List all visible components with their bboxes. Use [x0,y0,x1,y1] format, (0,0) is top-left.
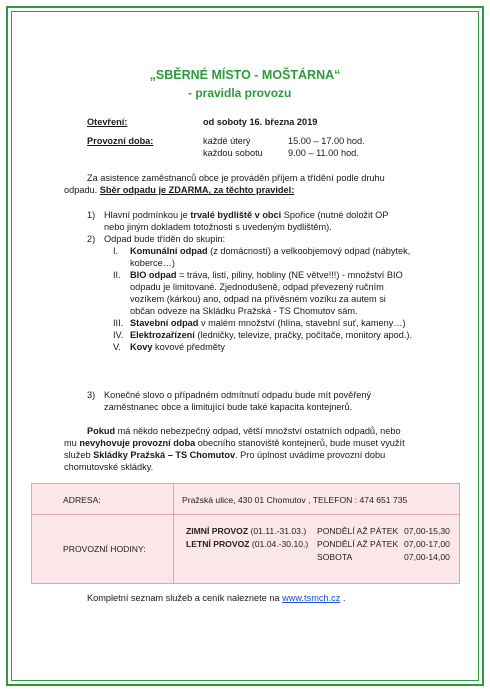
intro-free-notice: Sběr odpadu je ZDARMA, za těchto pravidel: [99,185,295,195]
summer-hours: LETNÍ PROVOZ (01.04.-30.10.) [186,539,309,549]
schedule-time-1: 07,00-15,30 [404,526,450,536]
group-3-text: Stavební odpad v malém množství (hlína, stavební suť, kameny…) [130,318,406,328]
group-4-number: IV. [113,330,124,340]
schedule-time-3: 07,00-14,00 [404,552,450,562]
rule-1-number: 1) [87,210,96,220]
hours-day-1: každé úterý [203,136,251,146]
rule-3-line-1: Konečné slovo o případném odmítnutí odpadu bude mít pověřený [104,390,372,400]
rule-3-line-2: zaměstnanec obce a limitující bude také kapacita kontejnerů. [104,402,353,412]
info-box-column-divider [173,484,174,583]
pokud-line-3: služeb Skládky Pražská – TS Chomutov. Pro úplnost uvádíme provozní dobu [64,450,386,460]
group-1-number: I. [113,246,119,256]
group-2-cont-3: občan odveze na Skládku Pražská - TS Chomutov sám. [130,306,358,316]
opening-label: Otevření: [87,117,128,127]
group-5-number: V. [113,342,121,352]
intro-line-2: odpadu. Sběr odpadu je ZDARMA, za těchto pravidel: [64,185,295,195]
page-subtitle: - pravidla provozu [188,86,292,100]
rule-2-text: Odpad bude tříděn do skupin: [104,234,226,244]
hours-time-2: 9.00 – 11.00 hod. [288,148,359,158]
schedule-time-2: 07,00-17,00 [404,539,450,549]
schedule-days-1: PONDĚLÍ AŽ PÁTEK [317,526,399,536]
pokud-line-1: Pokud má někdo nebezpečný odpad, větší množství ostatních odpadů, nebo [87,426,401,436]
rule-2-number: 2) [87,234,96,244]
website-link[interactable]: www.tsmch.cz [282,593,341,603]
rule-3-number: 3) [87,390,96,400]
pokud-line-2: mu nevyhovuje provozní doba obecního stanoviště kontejnerů, bude muset využít [64,438,405,448]
group-1-cont: koberce…) [130,258,175,268]
group-3-number: III. [113,318,124,328]
group-2-text: BIO odpad = tráva, listí, piliny, hobliny (NE větve!!!) - množství BIO [130,270,403,280]
intro-line-1: Za asistence zaměstnanců obce je prováděn příjem a třídění podle druhu [87,173,385,183]
address-label: ADRESA: [63,495,101,505]
hours-day-2: každou sobotu [203,148,263,158]
winter-hours: ZIMNÍ PROVOZ (01.11.-31.03.) [186,526,307,536]
schedule-days-3: SOBOTA [317,552,353,562]
group-1-text: Komunální odpad (z domácností) a velkoobjemový odpad (nábytek, [130,246,411,256]
info-box-row-divider [32,514,459,515]
landfill-info-box [31,483,460,584]
page-title: „SBĚRNÉ MÍSTO - MOŠTÁRNA“ [149,68,341,82]
hours-label: Provozní doba: [87,136,154,146]
group-2-cont-1: odpadu je limitované. Zjednodušeně, odpad převezený ručním [130,282,384,292]
footer-text: Kompletní seznam služeb a ceník naleznete na www.tsmch.cz . [87,593,346,603]
opening-value: od soboty 16. března 2019 [203,117,318,127]
address-value: Pražská ulice, 430 01 Chomutov , TELEFON : 474 651 735 [182,495,408,505]
group-5-text: Kovy kovové předměty [130,342,225,352]
pokud-line-4: chomutovské skládky. [64,462,154,472]
group-2-cont-2: vozíkem (kárkou) ano, odpad na přívěsném vozíku za autem si [130,294,386,304]
hours-time-1: 15.00 – 17.00 hod. [288,136,365,146]
rule-1-line-2: nebo jiným dokladem totožnosti s uvedeným bydlištěm). [104,222,332,232]
group-2-number: II. [113,270,121,280]
schedule-days-2: PONDĚLÍ AŽ PÁTEK [317,539,399,549]
group-4-text: Elektrozařízení (ledničky, televize, pračky, počítače, monitory apod.). [130,330,413,340]
hours-label-box: PROVOZNÍ HODINY: [63,544,146,554]
rule-1-line-1: Hlavní podmínkou je trvalé bydliště v obci Spořice (nutné doložit OP [104,210,389,220]
